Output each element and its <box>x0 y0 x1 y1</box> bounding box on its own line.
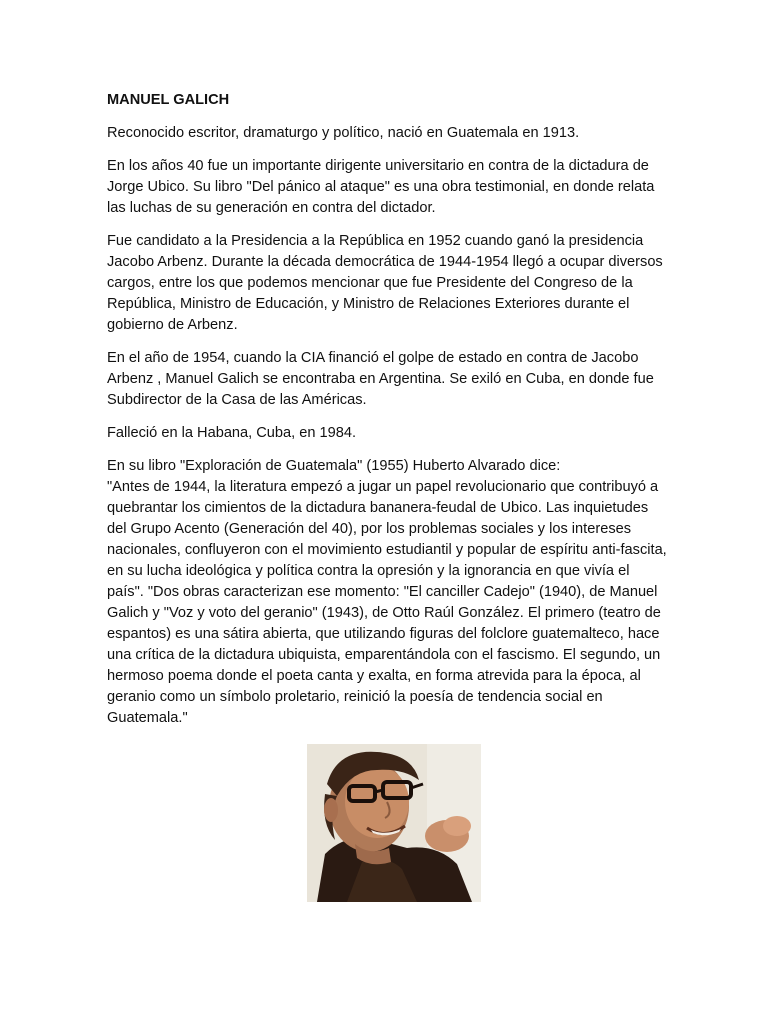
quote-intro: En su libro "Exploración de Guatemala" (1955) Huberto Alvarado dice: <box>107 458 561 474</box>
paragraph-candidacy: Fue candidato a la Presidencia a la República en 1952 cuando ganó la presidencia Jacobo Arbenz. Durante la década democrática de 1944-1954 llegó a ocupar diversos cargos, entre los que podemos mencionar que fue Presidente del Congreso de la República, Ministro de Educación, y Ministro de Relaciones Exteriores durante el gobierno de Arbenz. <box>107 233 663 333</box>
document-page <box>107 90 667 729</box>
paragraph-university: En los años 40 fue un importante dirigente universitario en contra de la dictadura de Jorge Ubico. Su libro "Del pánico al ataque" es una obra testimonial, en donde relata las luchas de su generación en contra del dictador. <box>107 158 655 216</box>
paragraph-death: Falleció en la Habana, Cuba, en 1984. <box>107 425 357 441</box>
quote-body: "Antes de 1944, la literatura empezó a jugar un papel revolucionario que contribuyó a quebrantar los cimientos de la dictadura bananera-feudal de Ubico. Las inquietudes del Grupo Acento (Generación del 40), por los problemas sociales y los intereses nacionales, confluyeron con el movimiento estudiantil y popular de espíritu anti-fascita, en su lucha ideológica y política contra la opresión y la ignorancia en que vivía el país". "Dos obras caracterizan ese momento: "El canciller Cadejo" (1940), de Manuel Galich y "Voz y voto del geranio" (1943), de Otto Raúl González. El primero (teatro de espantos) es una sátira abierta, que utilizando figuras del folclore guatemalteco, hace una crítica de la dictadura ubiquista, emparentándola con el fascismo. El segundo, un hermoso poema donde el poeta canta y exalta, en forma atrevida para la época, al geranio como un símbolo proletario, reinició la poesía de tendencia social en Guatemala." <box>107 479 667 726</box>
paragraph-exile: En el año de 1954, cuando la CIA financió el golpe de estado en contra de Jacobo Arbenz , Manuel Galich se encontraba en Argentina. Se exiló en Cuba, en donde fue Subdirector de la Casa de las Américas. <box>107 350 654 408</box>
portrait-photo <box>307 744 481 902</box>
paragraph-intro: Reconocido escritor, dramaturgo y político, nació en Guatemala en 1913. <box>107 125 580 141</box>
document-title: MANUEL GALICH <box>107 92 230 108</box>
